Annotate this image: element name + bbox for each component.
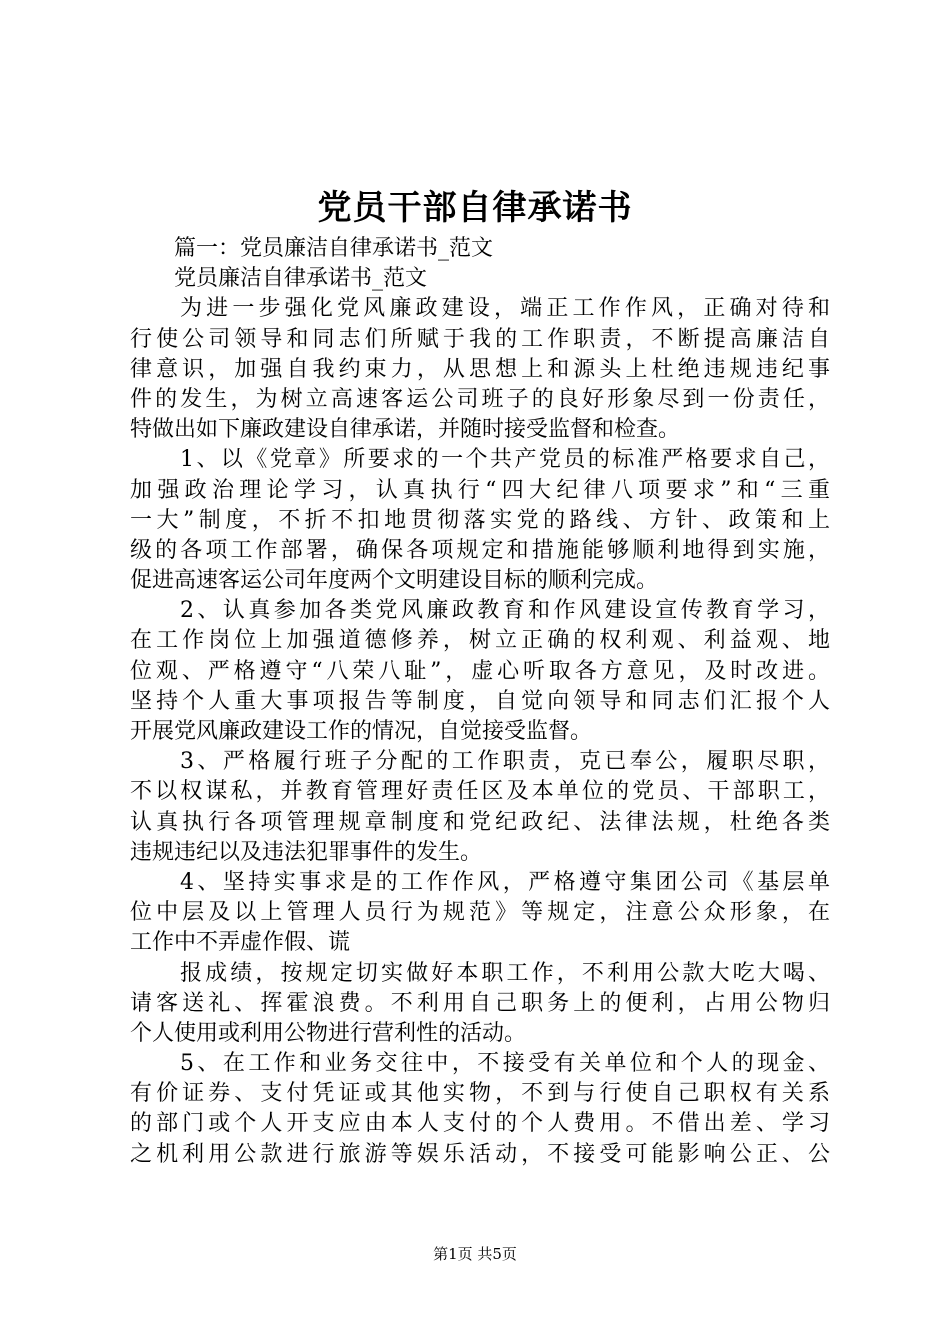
paragraph-line: 5、在工作和业务交往中，不接受有关单位和个人的现金、 [180,1051,830,1077]
paragraph-line: 的部门或个人开支应由本人支付的个人费用。不借出差、学习 [130,1111,830,1137]
paragraph-line: 促进高速客运公司年度两个文明建设目标的顺利完成。 [130,568,659,594]
paragraph-line: 律意识，加强自我约束力，从思想上和源头上杜绝违规违纪事 [130,356,830,382]
paragraph-line: 特做出如下廉政建设自律承诺，并随时接受监督和检查。 [130,417,681,443]
paragraph-line: 个人使用或利用公物进行营利性的活动。 [130,1020,527,1046]
article-subtitle: 党员廉洁自律承诺书_范文 [174,266,428,292]
paragraph-line: 坚持个人重大事项报告等制度，自觉向领导和同志们汇报个人 [130,688,830,714]
paragraph-line: 行使公司领导和同志们所赋于我的工作职责，不断提高廉洁自 [130,326,830,352]
paragraph-line: 不以权谋私，并教育管理好责任区及本单位的党员、干部职工， [130,779,830,805]
paragraph-line: 2、认真参加各类党风廉政教育和作风建设宣传教育学习， [180,598,830,624]
paragraph-line: 请客送礼、挥霍浪费。不利用自己职务上的便利，占用公物归 [130,990,830,1016]
paragraph-line: 位观、严格遵守“八荣八耻”，虚心听取各方意见，及时改进。 [130,658,830,684]
paragraph-line: 件的发生，为树立高速客运公司班子的良好形象尽到一份责任， [130,386,830,412]
paragraph-line: 加强政治理论学习，认真执行“四大纪律八项要求”和“三重 [130,477,830,503]
paragraph-line: 开展党风廉政建设工作的情况，自觉接受监督。 [130,719,593,744]
paragraph-line: 有价证券、支付凭证或其他实物，不到与行使自己职权有关系 [130,1081,830,1107]
article-heading: 篇一：党员廉洁自律承诺书_范文 [174,236,494,261]
paragraph-line: 1、以《党章》所要求的一个共产党员的标准严格要求自己， [180,447,830,473]
paragraph-line: 为进一步强化党风廉政建设，端正工作作风，正确对待和 [180,296,830,322]
paragraph-line: 工作中不弄虚作假、谎 [130,930,351,956]
document-title: 党员干部自律承诺书 [317,188,633,228]
paragraph-line: 违规违纪以及违法犯罪事件的发生。 [130,839,483,865]
paragraph-line: 3、严格履行班子分配的工作职责，克已奉公，履职尽职， [180,749,830,775]
paragraph-line: 4、坚持实事求是的工作作风，严格遵守集团公司《基层单 [180,869,830,895]
paragraph-line: 认真执行各项管理规章制度和党纪政纪、法律法规，杜绝各类 [130,809,830,835]
paragraph-line: 报成绩，按规定切实做好本职工作，不利用公款大吃大喝、 [180,960,830,986]
paragraph-line: 在工作岗位上加强道德修养，树立正确的权利观、利益观、地 [130,628,830,654]
page-number-footer: 第1页 共5页 [433,1245,517,1263]
paragraph-line: 位中层及以上管理人员行为规范》等规定，注意公众形象，在 [130,900,830,926]
paragraph-line: 之机利用公款进行旅游等娱乐活动，不接受可能影响公正、公 [130,1141,830,1167]
paragraph-line: 一大”制度，不折不扣地贯彻落实党的路线、方针、政策和上 [130,507,830,533]
paragraph-line: 级的各项工作部署，确保各项规定和措施能够顺利地得到实施， [130,537,830,563]
document-body [130,234,830,1170]
